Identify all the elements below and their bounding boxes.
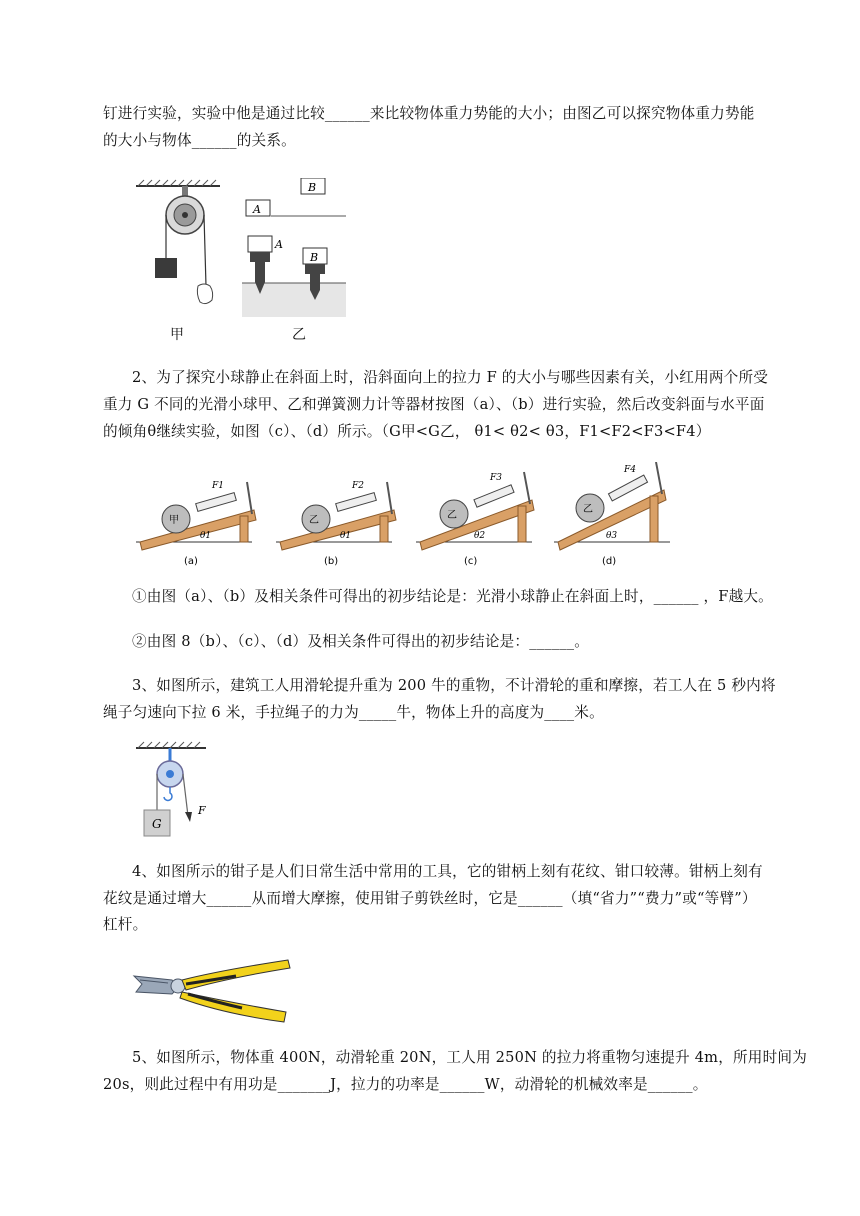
incline-panel-b [276, 481, 396, 567]
q2-sub-2: ②由图 8（b）、（c）、（d）及相关条件可得出的初步结论是：______。 [132, 633, 589, 650]
ball-a: 甲 [169, 515, 179, 526]
fig-label-yi: 乙 [292, 327, 306, 343]
q4-line-2: 花纹是通过增大______从而增大摩擦，使用钳子剪铁丝时，它是______（填“省力”“费力”或“等臂”） [103, 890, 757, 907]
q5-line-2: 20s，则此过程中有用功是_______J，拉力的功率是______W，动滑轮的机械效率是______。 [103, 1076, 708, 1093]
q3-line-2: 绳子匀速向下拉 6 米，手拉绳子的力为_____牛，物体上升的高度为____米。 [103, 704, 604, 721]
caption-d: (d) [602, 556, 617, 567]
q1-figure [134, 178, 354, 338]
angle-label-d: θ3 [606, 531, 618, 541]
q2-incline-drawing [134, 462, 674, 572]
incline-panel-d [554, 462, 670, 567]
q2-incline-figure [134, 462, 674, 572]
pliers-icon [132, 950, 292, 1026]
block-a-top: A [253, 203, 261, 216]
angle-label-a: θ1 [200, 531, 212, 541]
q1-line-1: 钉进行实验，实验中他是通过比较______来比较物体重力势能的大小；由图乙可以探究物体重力势能 [103, 105, 755, 122]
caption-c: (c) [464, 556, 478, 567]
force-label-c: F3 [490, 473, 502, 483]
angle-label-b: θ1 [340, 531, 352, 541]
q5-line-1: 5、如图所示，物体重 400N，动滑轮重 20N，工人用 250N 的拉力将重物匀速提升 4m，所用时间为 [132, 1049, 807, 1066]
ball-c: 乙 [447, 510, 457, 521]
q4-line-1: 4、如图所示的钳子是人们日常生活中常用的工具，它的钳柄上刻有花纹、钳口较薄。钳柄上刻有 [132, 863, 763, 880]
q4-line-3: 杠杆。 [103, 916, 148, 933]
block-a-nail: A [275, 238, 283, 251]
block-b-nail: B [310, 251, 319, 264]
caption-b: (b) [324, 556, 339, 567]
incline-panel-c [416, 472, 534, 567]
q1-figure-drawing [134, 178, 354, 338]
q3-pulley-figure [134, 740, 224, 840]
block-b-top: B [308, 181, 317, 194]
q2-line-2: 重力 G 不同的光滑小球甲、乙和弹簧测力计等器材按图（a）、（b）进行实验，然后改变斜面与水平面 [103, 396, 765, 413]
force-label-d: F4 [624, 465, 636, 475]
q2-sub-1: ①由图（a）、（b）及相关条件可得出的初步结论是：光滑小球静止在斜面上时，______ ，F越大。 [132, 588, 773, 605]
q2-line-1: 2、为了探究小球静止在斜面上时，沿斜面向上的拉力 F 的大小与哪些因素有关，小红用两个所受 [132, 369, 769, 386]
ball-d: 乙 [583, 504, 593, 515]
caption-a: (a) [184, 556, 198, 567]
force-label-b: F2 [352, 481, 364, 491]
q1-line-2: 的大小与物体______的关系。 [103, 132, 296, 149]
label-force: F [198, 804, 206, 817]
q4-pliers-figure [132, 950, 292, 1026]
q2-line-3: 的倾角θ继续实验，如图（c）、（d）所示。（G甲<G乙， θ1< θ2< θ3，F1<F2<F3<F4） [103, 423, 711, 440]
q3-line-1: 3、如图所示，建筑工人用滑轮提升重为 200 牛的重物，不计滑轮的重和摩擦，若工人在 5 秒内将 [132, 677, 776, 694]
label-weight: G [152, 817, 162, 831]
ball-b: 乙 [309, 515, 319, 526]
incline-panel-a [136, 481, 256, 567]
q3-pulley-drawing [134, 740, 224, 840]
fig-label-jia: 甲 [170, 327, 184, 343]
angle-label-c: θ2 [474, 531, 486, 541]
force-label-a: F1 [212, 481, 224, 491]
